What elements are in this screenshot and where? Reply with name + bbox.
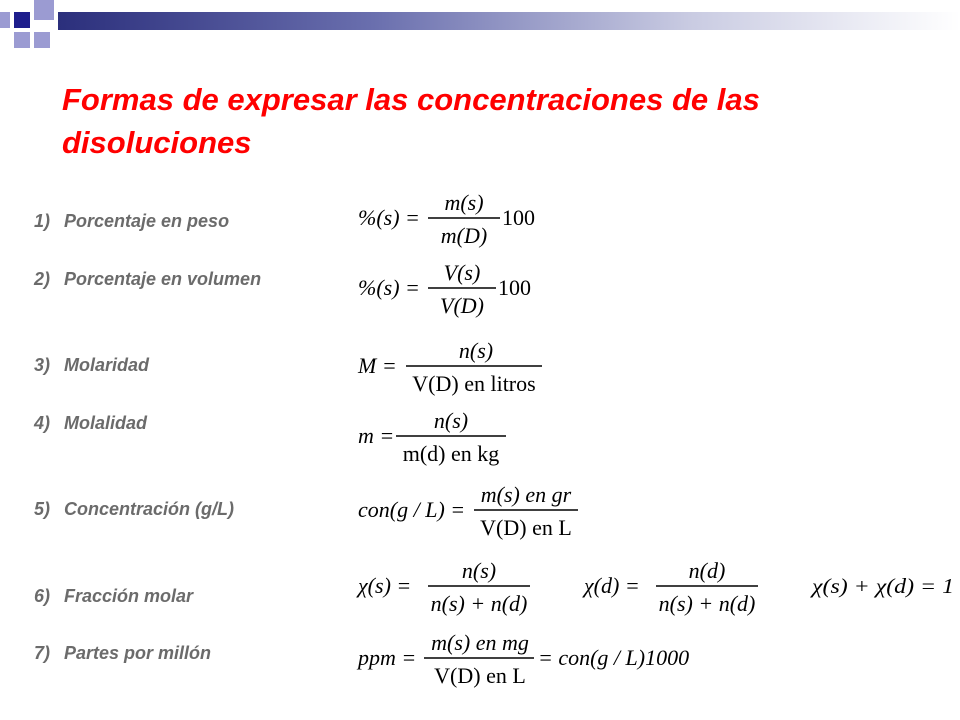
- item-label: Molaridad: [64, 355, 150, 375]
- formula-denominator: m(D): [440, 223, 488, 248]
- item-label: Partes por millón: [64, 643, 212, 663]
- list-item: [34, 499, 234, 520]
- item-number: 3): [34, 355, 51, 375]
- formula-denominator: V(D) en L: [480, 515, 572, 540]
- item-number: 5): [34, 499, 51, 519]
- list-item: [34, 269, 261, 290]
- formula-numerator: V(s): [443, 260, 481, 285]
- formula-denominator: n(s) + n(d): [430, 591, 528, 616]
- list-item: [34, 413, 147, 434]
- corner-square-light: [0, 12, 10, 28]
- item-number: 4): [34, 413, 51, 433]
- formula-numerator: m(s): [444, 190, 484, 215]
- item-number: 6): [34, 586, 51, 606]
- formula-tail: = con(g / L)1000: [538, 645, 690, 670]
- formula-numerator: n(s): [461, 558, 497, 583]
- corner-square-light: [34, 0, 54, 20]
- formula-mole-fraction-sum: [809, 556, 958, 620]
- formula-numerator: m(s) en gr: [480, 482, 572, 507]
- item-label: Molalidad: [64, 413, 148, 433]
- formula-numerator: n(d): [688, 558, 726, 583]
- slide-title: Formas de expresar las concentraciones de las disoluciones: [62, 82, 760, 160]
- formula-tail: 100: [502, 205, 535, 230]
- formula-lhs: χ(d) =: [584, 573, 640, 598]
- formula-mole-fraction-solute: [358, 556, 538, 620]
- formula-numerator: n(s): [458, 338, 494, 363]
- formula-lhs: M =: [358, 353, 397, 378]
- formula-denominator: V(D) en litros: [412, 371, 536, 396]
- item-number: 2): [34, 269, 51, 289]
- formula-lhs: χ(s) =: [358, 573, 412, 598]
- top-gradient-bar: [58, 12, 960, 30]
- item-label: Porcentaje en peso: [64, 211, 230, 231]
- formula-denominator: V(D): [440, 293, 484, 318]
- formula-lhs: m =: [358, 423, 395, 448]
- list-item: [34, 643, 211, 664]
- formula-molarity: [358, 336, 548, 400]
- formula-numerator: n(s): [433, 408, 469, 433]
- formula-tail: 100: [498, 275, 531, 300]
- formula-lhs: con(g / L) =: [358, 497, 466, 522]
- item-label: Porcentaje en volumen: [64, 269, 262, 289]
- formula-percent-weight: [358, 188, 535, 252]
- corner-square-light: [34, 32, 50, 48]
- formula-concentration-gl: [358, 480, 588, 544]
- formula-denominator: n(s) + n(d): [658, 591, 756, 616]
- corner-square-dark: [14, 12, 30, 28]
- formula-percent-volume: [358, 258, 531, 322]
- list-item: [34, 355, 149, 376]
- item-number: 1): [34, 211, 51, 231]
- formula-ppm: [358, 628, 708, 692]
- formula-mole-fraction-solvent: [584, 556, 764, 620]
- item-label: Concentración (g/L): [64, 499, 234, 519]
- list-item: [34, 586, 193, 607]
- formula-numerator: m(s) en mg: [431, 630, 529, 655]
- corner-square-light: [14, 32, 30, 48]
- formula-lhs: %(s) =: [358, 275, 420, 300]
- formula-lhs: ppm =: [358, 645, 417, 670]
- item-label: Fracción molar: [64, 586, 194, 606]
- item-number: 7): [34, 643, 51, 663]
- formula-expression: χ(s) + χ(d) = 1: [809, 574, 954, 598]
- list-item: [34, 211, 229, 232]
- formula-lhs: %(s) =: [358, 205, 420, 230]
- formula-molality: [358, 406, 518, 470]
- formula-denominator: V(D) en L: [434, 663, 526, 688]
- formula-denominator: m(d) en kg: [402, 441, 500, 466]
